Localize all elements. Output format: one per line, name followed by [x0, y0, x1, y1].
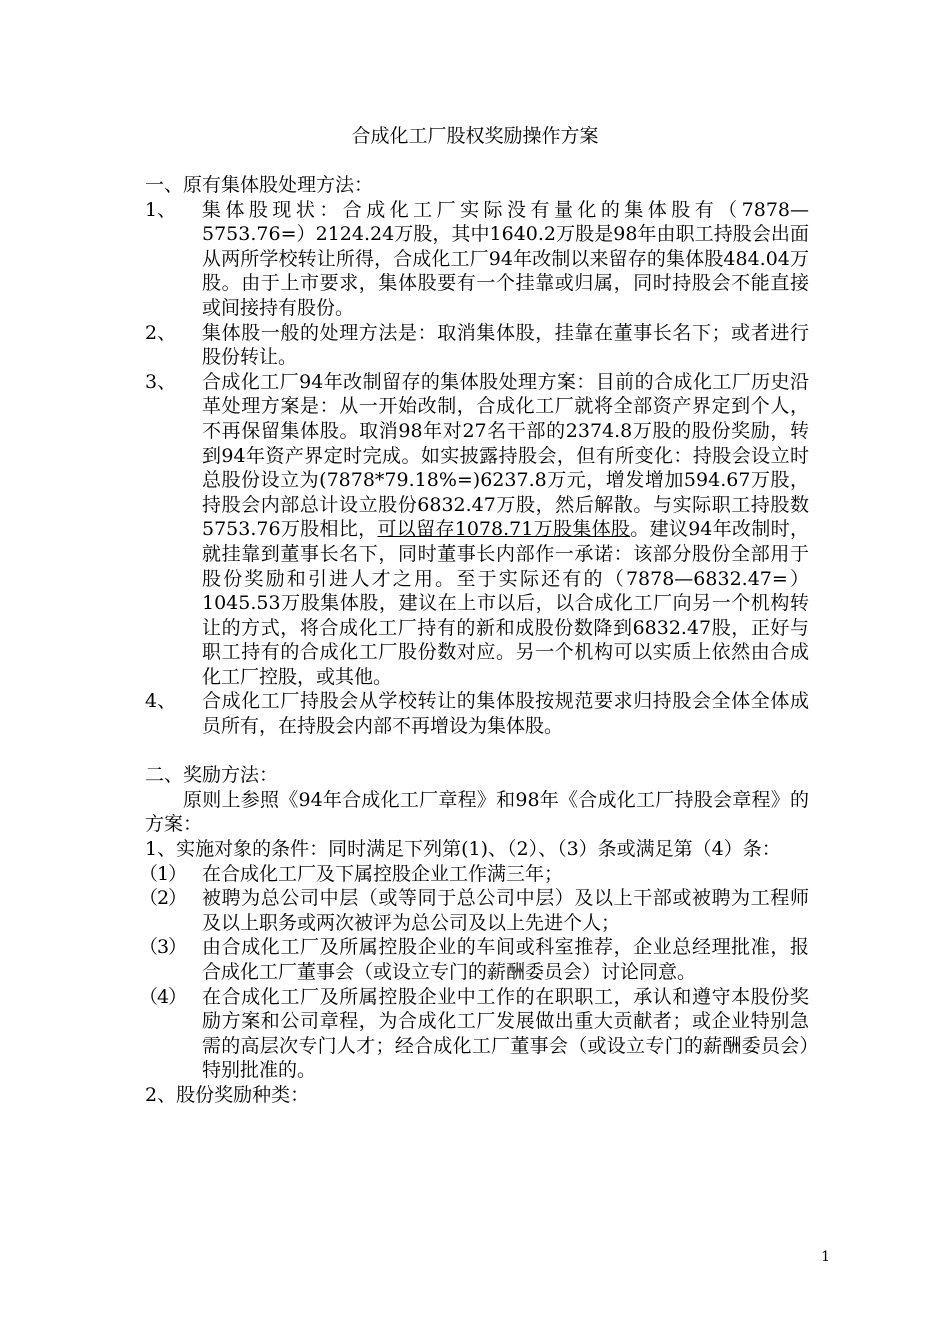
section-1-item-1 — [145, 198, 809, 321]
section-2-point-2: 2、股份奖励种类： — [145, 1083, 310, 1106]
condition-number: （3） — [139, 936, 187, 959]
item-text: 合成化工厂持股会从学校转让的集体股按规范要求归持股会全体全体成员所有，在持股会内部不再增设为集体股。 — [202, 690, 809, 738]
section-2-point-1: 1、实施对象的条件：同时满足下列第(1)、（2）、（3）条或满足第（4）条： — [145, 838, 781, 861]
page-number: 1 — [821, 1249, 830, 1265]
condition-number: （2） — [139, 887, 187, 910]
condition-2 — [139, 886, 809, 935]
item-number: 3、 — [145, 370, 177, 393]
section-1-heading: 一、原有集体股处理方法： — [145, 174, 374, 196]
item-text — [202, 370, 809, 690]
item-text: 集体股现状：合成化工厂实际没有量化的集体股有（7878—5753.76=）2124.24万股，其中1640.2万股是98年由职工持股会出面从两所学校转让所得，合成化工厂94年改制以来留存的集体股484.04万股。由于上市要求，集体股要有一个挂靠或归属，同时持股会不能直接或间接持有股份。 — [202, 198, 809, 319]
section-2-heading: 二、奖励方法： — [145, 764, 279, 787]
section-2-intro: 原则上参照《94年合成化工厂章程》和98年《合成化工厂持股会章程》的方案： — [145, 788, 809, 836]
item-text-part: 合成化工厂94年改制留存的集体股处理方案：目前的合成化工厂历史沿革处理方案是：从一开始改制，合成化工厂就将全部资产界定到个人，不再保留集体股。取消98年对27名干部的2374.8万股的股份奖励，转到94年资产界定时完成。如实披露持股会，但有所变化：持股会设立时总股份设立为(7878*79.18%=)6237.8万元，增发增加594.67万股，持股会内部总计设立股份6832.47万股，然后解散。与实际职工持股数5753.76万股相比， — [202, 370, 809, 541]
paragraph-spacer — [145, 739, 809, 764]
section-1-item-3 — [145, 370, 809, 690]
underlined-text: 可以留存1078.71万股集体股 — [377, 518, 631, 541]
item-text: 集体股一般的处理方法是：取消集体股，挂靠在董事长名下；或者进行股份转让。 — [202, 321, 809, 369]
item-text-part: 。建议94年改制时，就挂靠到董事长名下，同时董事长内部作一承诺：该部分股份全部用于股份奖励和引进人才之用。至于实际还有的（7878—6832.47=）1045.53万股集体股，建议在上市以后，以合成化工厂向另一个机构转让的方式，将合成化工厂持有的新和成股份数降到6832.47股，正好与职工持有的合成化工厂股份数对应。另一个机构可以实质上依然由合成化工厂控股，或其他。 — [202, 518, 809, 688]
condition-text: 由合成化工厂及所属控股企业的车间或科室推荐，企业总经理批准，报合成化工厂董事会（或设立专门的薪酬委员会）讨论同意。 — [202, 936, 809, 983]
condition-1 — [139, 862, 809, 887]
item-number: 1、 — [145, 198, 177, 221]
condition-text: 在合成化工厂及所属控股企业中工作的在职职工，承认和遵守本股份奖励方案和公司章程，为合成化工厂发展做出重大贡献者；或企业特别急需的高层次专门人才；经合成化工厂董事会（或设立专门的薪酬委员会）特别批准的。 — [202, 985, 809, 1082]
condition-text: 在合成化工厂及下属控股企业工作满三年； — [202, 862, 564, 885]
condition-number: （4） — [139, 985, 187, 1008]
document-title: 合成化工厂股权奖励操作方案 — [351, 125, 599, 147]
section-1-item-4 — [145, 689, 809, 738]
condition-text: 被聘为总公司中层（或等同于总公司中层）及以上干部或被聘为工程师及以上职务或两次被评为总公司及以上先进个人； — [202, 887, 809, 934]
condition-4 — [139, 985, 809, 1083]
condition-3 — [139, 935, 809, 984]
item-number: 2、 — [145, 321, 177, 344]
item-number: 4、 — [145, 690, 177, 713]
condition-number: （1） — [139, 862, 187, 885]
section-1-item-2 — [145, 321, 809, 370]
document-body — [139, 173, 809, 1108]
